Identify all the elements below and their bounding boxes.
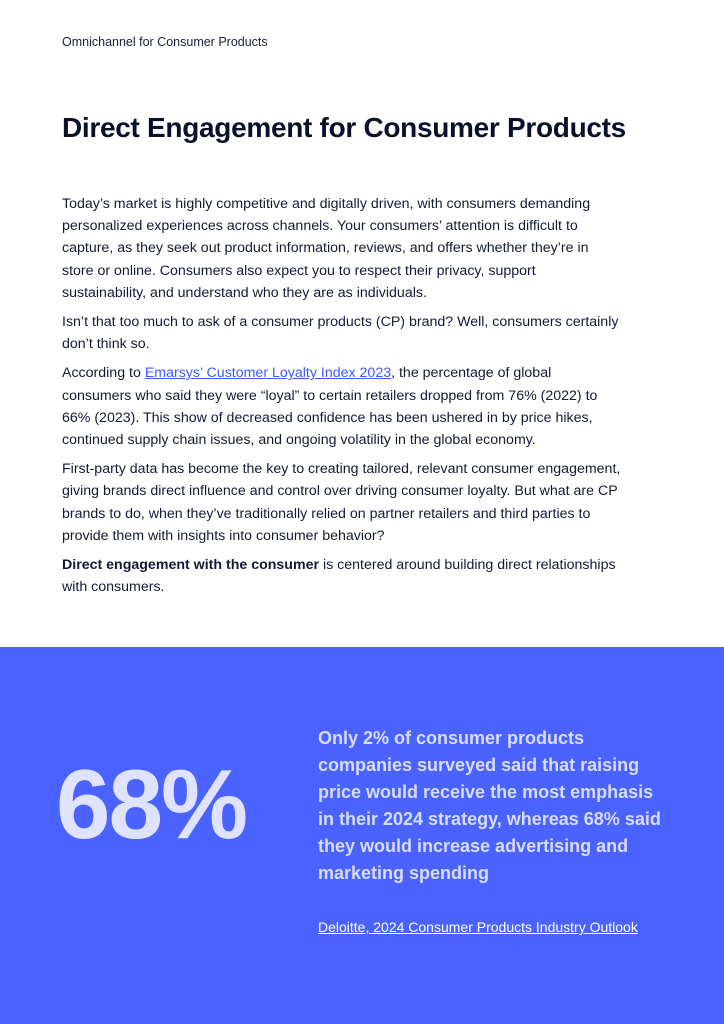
page-title: Direct Engagement for Consumer Products <box>62 112 626 143</box>
stat-source-link[interactable]: Deloitte, 2024 Consumer Products Industry Outlook <box>318 919 638 935</box>
stat-number: 68% <box>56 749 247 859</box>
running-header: Omnichannel for Consumer Products <box>62 35 268 49</box>
paragraph-intro: Today’s market is highly competitive and digitally driven, with consumers demanding personalized experiences across channels. Your consumers’ attention is difficult to capture, as they seek out product information, reviews, and offers whether they’re in store or online. Consumers also expect you to respect their privacy, support sustainability, and understand who they are as individuals. <box>62 196 591 301</box>
paragraph-direct-engagement <box>62 554 622 598</box>
paragraph-first-party: First-party data has become the key to creating tailored, relevant consumer engagement, giving brands direct influence and control over driving consumer loyalty. But what are CP brands to do, when they’ve traditionally relied on partner retailers and third parties to provide them with insights into consumer behavior? <box>62 461 621 544</box>
paragraph-question: Isn’t that too much to ask of a consumer products (CP) brand? Well, consumers certainly don’t think so. <box>62 314 619 353</box>
stat-text: Only 2% of consumer products companies surveyed said that raising price would receive the most emphasis in their 2024 strategy, whereas 68% said they would increase advertising and marketing spending <box>318 728 661 883</box>
paragraph-loyalty-suffix: , the percentage of global consumers who said they were “loyal” to certain retailers dropped from 76% (2022) to 66% (2023). This show of decreased confidence has been ushered in by price hikes, continued supply chain issues, and ongoing volatility in the global economy. <box>62 365 598 449</box>
body-text <box>62 193 622 605</box>
paragraph-loyalty-prefix: According to <box>62 365 145 382</box>
direct-engagement-rest: is centered around building direct relationships with consumers. <box>62 557 616 596</box>
emarsys-index-link[interactable]: Emarsys’ Customer Loyalty Index 2023 <box>144 365 392 382</box>
paragraph-loyalty <box>62 362 622 451</box>
direct-engagement-bold: Direct engagement with the consumer <box>62 557 320 574</box>
